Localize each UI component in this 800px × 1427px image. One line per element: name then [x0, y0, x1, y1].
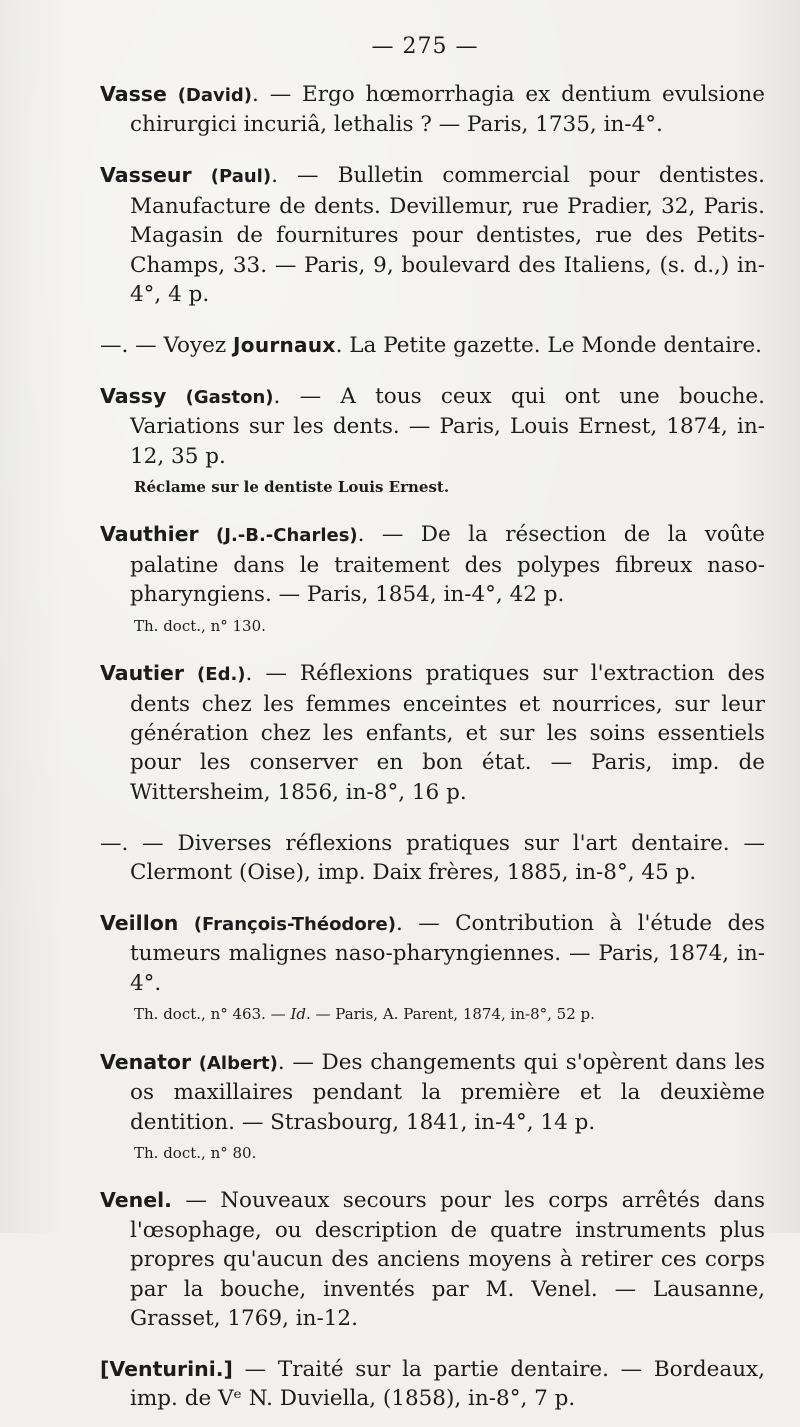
- note-text: Th. doct., n° 463. —: [134, 1005, 291, 1024]
- entry-note: Th. doct., n° 80.: [134, 1143, 257, 1162]
- entry-note: Réclame sur le dentiste Louis Ernest.: [134, 477, 450, 496]
- entry-author: Vautier: [100, 661, 185, 686]
- page-number: — 275 —: [371, 34, 479, 59]
- entry-text: . — Réflexions pratiques sur l'extraction des dents chez les femmes enceintes et nourrices, sur leur génération chez les enfants, et sur les soins essentiels pour les conserver en bon état. — Paris, imp. de Wittersheim, 1856, in-8°, 16 p.: [130, 661, 765, 805]
- entry-venturini: [100, 1355, 765, 1414]
- entry-vauthier: [100, 520, 765, 637]
- entry-given-name: (David): [177, 85, 253, 106]
- entry-vasseur: [100, 161, 765, 309]
- bibliography-entries: [100, 80, 765, 1427]
- entry-author: Venator: [100, 1049, 192, 1074]
- entry-veillon: [100, 909, 765, 1026]
- entry-given-name: (François-Théodore): [193, 914, 396, 936]
- entry-venator: [100, 1048, 765, 1165]
- entry-text: — Nouveaux secours pour les corps arrêtés dans l'œsophage, ou description de quatre instruments plus propres qu'aucun des anciens moyens à retirer ces corps par la bouche, inventés par M. Venel. — Lausanne, Grasset, 1769, in-12.: [130, 1188, 765, 1332]
- entry-given-name: (Gaston): [185, 386, 274, 408]
- entry-text: . — Des changements qui s'opèrent dans les os maxillaires pendant la première et la deuxième dentition. — Strasbourg, 1841, in-4°, 14 p.: [130, 1049, 765, 1135]
- entry-note: Th. doct., n° 130.: [134, 616, 266, 635]
- entry-note: [130, 1002, 765, 1026]
- entry-text: . — Contribution à l'étude des tumeurs malignes naso-pharyngiennes. — Paris, 1874, in-4°.: [130, 911, 766, 996]
- entry-venel: [100, 1186, 765, 1333]
- entry-text: . — Ergo hœmorrhagia ex dentium evulsione chirurgici incuriâ, lethalis ? — Paris, 1735, in-4°.: [130, 82, 765, 138]
- entry-text: . — Bulletin commercial pour dentistes. Manufacture de dents. Devillemur, rue Pradier, 32, Paris. Magasin de fournitures pour dentistes, rue des Petits-Champs, 33. — Paris, 9, boulevard des Italiens, (s. d.,) in-4°, 4 p.: [130, 163, 765, 307]
- entry-text: — Traité sur la partie dentaire. — Bordeaux, imp. de Vᵉ N. Duviella, (1858), in-8°, 7 p.: [130, 1357, 765, 1412]
- entry-given-name: (Albert): [198, 1052, 278, 1074]
- note-text: — Paris, A. Parent, 1874, in-8°, 52 p.: [310, 1005, 595, 1024]
- entry-author: [Venturini.]: [100, 1357, 233, 1381]
- note-italic: Id.: [290, 1005, 311, 1024]
- entry-given-name: (Paul): [210, 166, 272, 188]
- entry-vasse: [100, 80, 765, 140]
- entry-author: Vasseur: [100, 163, 192, 188]
- entry-vasseur-cross-reference: [100, 331, 765, 360]
- entry-vautier: [100, 659, 765, 807]
- entry-author: Venel.: [100, 1188, 172, 1213]
- entry-author: Vauthier: [100, 522, 199, 547]
- entry-text: . La Petite gazette. Le Monde dentaire.: [335, 332, 762, 358]
- entry-lead: —. — Voyez: [100, 332, 234, 358]
- entry-reference: Journaux: [233, 332, 336, 357]
- entry-given-name: (Ed.): [197, 664, 246, 686]
- entry-lead: —. — Diverses réflexions pratiques sur l'art dentaire. — Clermont (Oise), imp. Daix frères, 1885, in-8°, 45 p.: [100, 830, 765, 886]
- entry-text: . — De la résection de la voûte palatine dans le traitement des polypes fibreux naso-pharyngiens. — Paris, 1854, in-4°, 42 p.: [130, 522, 765, 608]
- entry-author: Vassy: [100, 383, 167, 408]
- entry-vassy: [100, 382, 765, 499]
- entry-given-name: (J.-B.-Charles): [216, 525, 358, 547]
- entry-vautier-continued: [100, 829, 765, 888]
- entry-text: . — A tous ceux qui ont une bouche. Variations sur les dents. — Paris, Louis Ernest, 1874, in-12, 35 p.: [130, 383, 765, 469]
- entry-author: Vasse: [100, 82, 167, 106]
- entry-author: Veillon: [100, 911, 179, 936]
